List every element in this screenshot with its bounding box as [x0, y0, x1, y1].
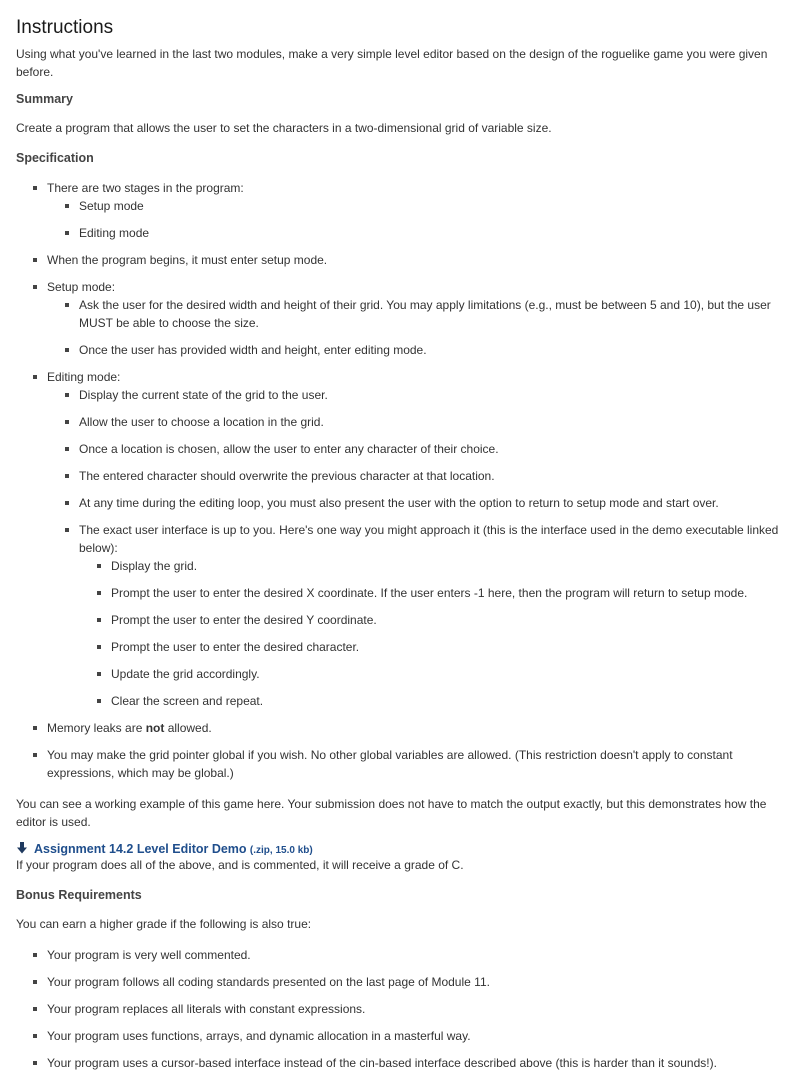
intro-paragraph: Using what you've learned in the last two modules, make a very simple level editor based on the design of the roguelike game you were given before.: [16, 47, 768, 79]
download-arrow-icon[interactable]: [17, 842, 27, 854]
bullet-marker: [33, 980, 37, 984]
summary-text: Create a program that allows the user to set the characters in a two-dimensional grid of variable size.: [16, 121, 552, 135]
bullet-marker: [65, 303, 69, 307]
bonus-intro: You can earn a higher grade if the following is also true:: [16, 917, 312, 931]
list-item: Your program uses functions, arrays, and dynamic allocation in a masterful way.: [47, 1029, 471, 1043]
bullet-marker: [33, 953, 37, 957]
grade-paragraph: If your program does all of the above, and is commented, it will receive a grade of C.: [16, 858, 464, 872]
bullet-marker: [33, 1034, 37, 1038]
list-item: At any time during the editing loop, you must also present the user with the option to return to setup mode and start over.: [79, 496, 719, 510]
bullet-marker: [65, 528, 69, 532]
specification-heading: Specification: [16, 151, 94, 165]
list-item: The entered character should overwrite the previous character at that location.: [79, 469, 495, 483]
bullet-marker: [65, 420, 69, 424]
bullet-marker: [97, 672, 101, 676]
bullet-marker: [97, 591, 101, 595]
list-item: Display the grid.: [111, 559, 198, 573]
bullet-marker: [65, 204, 69, 208]
bullet-marker: [97, 618, 101, 622]
bullet-marker: [65, 348, 69, 352]
bullet-marker: [33, 258, 37, 262]
bullet-marker: [33, 753, 37, 757]
list-item: Once a location is chosen, allow the user to enter any character of their choice.: [79, 442, 499, 456]
list-item: Prompt the user to enter the desired Y coordinate.: [111, 613, 377, 627]
list-item: Once the user has provided width and height, enter editing mode.: [79, 343, 427, 357]
list-item: Editing mode:: [47, 370, 121, 384]
download-link-label[interactable]: Assignment 14.2 Level Editor Demo: [34, 842, 247, 856]
list-item: You may make the grid pointer global if you wish. No other global variables are allowed. (This restriction doesn't apply to constant expressions, which may be global.): [47, 748, 733, 780]
bullet-marker: [33, 186, 37, 190]
list-item: Ask the user for the desired width and height of their grid. You may apply limitations (e.g., must be between 5 and 10), but the user MUST be able to choose the size.: [79, 298, 771, 330]
list-item: [47, 719, 212, 737]
list-item: Setup mode: [79, 199, 144, 213]
bullet-marker: [97, 645, 101, 649]
example-paragraph: You can see a working example of this game here. Your submission does not have to match the output exactly, but this demonstrates how the editor is used.: [16, 797, 767, 829]
list-item: Your program follows all coding standards presented on the last page of Module 11.: [47, 975, 490, 989]
bullet-marker: [97, 699, 101, 703]
list-item: There are two stages in the program:: [47, 181, 244, 195]
bullet-marker: [65, 501, 69, 505]
bullet-marker: [65, 474, 69, 478]
list-item: Setup mode:: [47, 280, 116, 294]
list-item: Update the grid accordingly.: [111, 667, 260, 681]
page-title: Instructions: [16, 17, 114, 38]
bonus-heading: Bonus Requirements: [16, 888, 142, 902]
memory-text-after: allowed.: [164, 721, 212, 735]
bullet-marker: [65, 393, 69, 397]
bullet-marker: [33, 375, 37, 379]
list-item: Allow the user to choose a location in the grid.: [79, 415, 324, 429]
list-item: Clear the screen and repeat.: [111, 694, 264, 708]
list-item: Your program uses a cursor-based interface instead of the cin-based interface described above (this is harder than it sounds!).: [47, 1056, 717, 1070]
list-item: Editing mode: [79, 226, 150, 240]
memory-text-before: Memory leaks are: [47, 721, 146, 735]
bullet-marker: [33, 285, 37, 289]
list-item: Display the current state of the grid to the user.: [79, 388, 328, 402]
list-item: Prompt the user to enter the desired X coordinate. If the user enters -1 here, then the program will return to setup mode.: [111, 586, 748, 600]
bullet-marker: [33, 726, 37, 730]
bullet-marker: [33, 1007, 37, 1011]
bullet-marker: [65, 447, 69, 451]
memory-text-bold: not: [145, 721, 165, 735]
bullet-marker: [33, 1061, 37, 1065]
list-item: Your program is very well commented.: [47, 948, 251, 962]
bullet-marker: [65, 231, 69, 235]
download-file-meta: (.zip, 15.0 kb): [249, 845, 313, 856]
list-item: The exact user interface is up to you. Here's one way you might approach it (this is the interface used in the demo executable linked below):: [79, 523, 779, 555]
bullet-marker: [97, 564, 101, 568]
list-item: Prompt the user to enter the desired character.: [111, 640, 360, 654]
list-item: Your program replaces all literals with constant expressions.: [47, 1002, 366, 1016]
list-item: When the program begins, it must enter setup mode.: [47, 253, 328, 267]
summary-heading: Summary: [16, 92, 73, 106]
